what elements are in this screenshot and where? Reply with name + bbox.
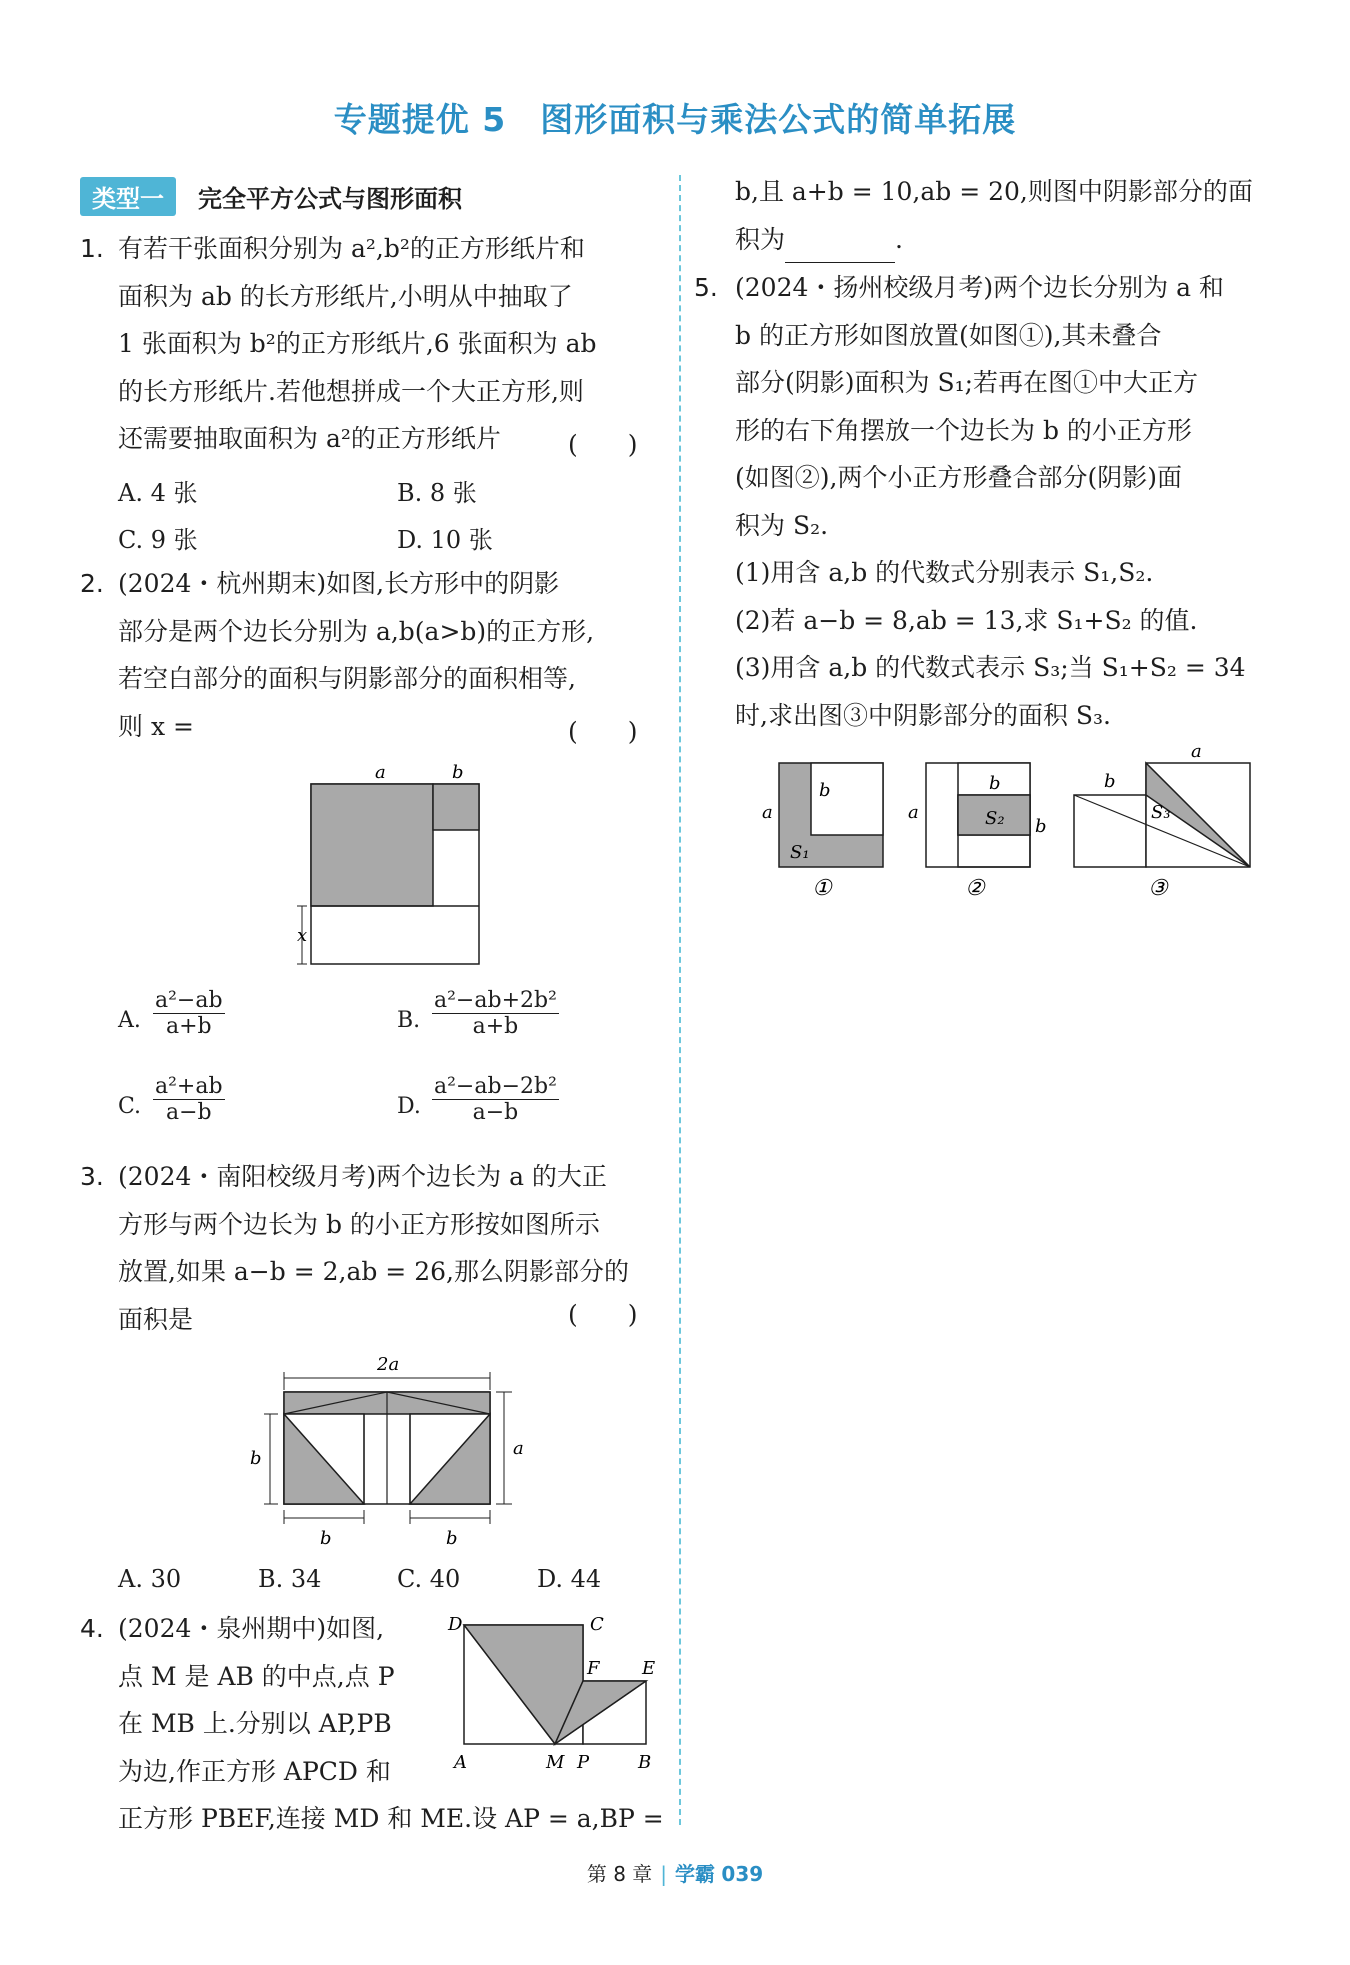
type-badge: 类型一 — [80, 177, 176, 216]
q2-option-denominator: a−b — [153, 1099, 225, 1125]
footer-page-number: 039 — [721, 1862, 764, 1886]
q3-label-b-left: b — [250, 1448, 262, 1469]
q2-option-numerator: a²−ab+2b² — [434, 988, 557, 1013]
q5-line: (2024・扬州校级月考)两个边长分别为 a 和 — [735, 273, 1224, 302]
q4-line: 正方形 PBEF,连接 MD 和 ME.设 AP = a,BP = — [118, 1804, 664, 1833]
q5-part: (1)用含 a,b 的代数式分别表示 S₁,S₂. — [735, 558, 1154, 587]
q5-part: (3)用含 a,b 的代数式表示 S₃;当 S₁+S₂ = 34 — [735, 653, 1246, 682]
q3-line: (2024・南阳校级月考)两个边长为 a 的大正 — [118, 1162, 607, 1191]
q5-line: (如图②),两个小正方形叠合部分(阴影)面 — [735, 463, 1182, 492]
q2-line: 若空白部分的面积与阴影部分的面积相等, — [118, 664, 576, 693]
q5-f3-label-s3: S₃ — [1151, 802, 1171, 823]
q2-line: 则 x = — [118, 711, 194, 741]
q1-option-c: C. 9 张 — [118, 526, 198, 554]
q4-line: 在 MB 上.分别以 AP,PB — [118, 1709, 392, 1738]
q4-line: 点 M 是 AB 的中点,点 P — [118, 1661, 395, 1691]
type-title: 完全平方公式与图形面积 — [198, 185, 462, 213]
q4-label-F: F — [587, 1658, 600, 1679]
q3-number: 3. — [80, 1162, 104, 1191]
q2-option-numerator: a²−ab — [155, 988, 223, 1013]
q5-figure-3 — [1066, 740, 1256, 900]
q1-option-d: D. 10 张 — [397, 526, 493, 554]
q1-line: 有若干张面积分别为 a²,b²的正方形纸片和 — [118, 234, 585, 263]
q4-label-M: M — [546, 1752, 565, 1773]
q5-line: 部分(阴影)面积为 S₁;若再在图①中大正方 — [735, 368, 1199, 397]
q2-line: (2024・杭州期末)如图,长方形中的阴影 — [118, 569, 560, 598]
q5-f1-label-s1: S₁ — [790, 842, 810, 863]
q3-label-b-bottom-left: b — [320, 1528, 332, 1549]
q4-label-B: B — [638, 1752, 652, 1773]
q1-option-b: B. 8 张 — [397, 479, 477, 507]
footer-separator: | — [660, 1862, 668, 1886]
q1-number: 1. — [80, 234, 104, 263]
q4-line: (2024・泉州期中)如图, — [118, 1614, 385, 1643]
q2-label-a: a — [375, 762, 386, 783]
q5-f2-label-a: a — [908, 802, 919, 823]
q5-number: 5. — [694, 273, 718, 302]
q5-f1-label-b: b — [819, 780, 831, 801]
q5-f3-caption: ③ — [1148, 876, 1168, 901]
q3-option-d: D. 44 — [537, 1565, 602, 1593]
q5-f1-caption: ① — [812, 876, 832, 901]
q2-option-denominator: a−b — [432, 1099, 559, 1125]
q3-option-a: A. 30 — [118, 1565, 182, 1593]
q4-label-D: D — [448, 1614, 463, 1635]
q4-line: 为边,作正方形 APCD 和 — [118, 1756, 391, 1786]
q1-answer-paren: ( ) — [568, 430, 638, 459]
q4-figure — [440, 1612, 670, 1772]
q5-part: (2)若 a−b = 8,ab = 13,求 S₁+S₂ 的值. — [735, 605, 1198, 635]
q3-label-a-right: a — [513, 1438, 524, 1459]
q2-label-x: x — [297, 925, 308, 946]
q5-line: 积为 S₂. — [735, 510, 829, 540]
q2-stem — [118, 560, 594, 750]
q1-line: 的长方形纸片.若他想拼成一个大正方形,则 — [118, 376, 584, 406]
page-title: 专题提优 5 图形面积与乘法公式的简单拓展 — [333, 100, 1017, 139]
q4-number: 4. — [80, 1614, 104, 1643]
q1-line: 还需要抽取面积为 a²的正方形纸片 — [118, 424, 501, 453]
q3-stem — [118, 1153, 629, 1343]
q3-figure — [250, 1352, 530, 1552]
q4-label-A: A — [454, 1752, 467, 1773]
q1-option-a: A. 4 张 — [118, 479, 198, 507]
q5-line: b 的正方形如图放置(如图①),其未叠合 — [735, 320, 1162, 350]
q5-line: 形的右下角摆放一个边长为 b 的小正方形 — [735, 415, 1192, 445]
q4-cont-line: b,且 a+b = 10,ab = 20,则图中阴影部分的面 — [735, 177, 1253, 206]
q2-line: 部分是两个边长分别为 a,b(a>b)的正方形, — [118, 616, 595, 646]
q2-option-denominator: a+b — [432, 1013, 559, 1039]
q2-option-label: C. — [118, 1094, 142, 1119]
q3-option-c: C. 40 — [397, 1565, 461, 1593]
footer-chapter: 第 8 章 — [586, 1862, 653, 1886]
q5-figure-1 — [760, 740, 890, 900]
q2-figure — [290, 760, 490, 975]
q4-answer-blank — [785, 232, 895, 263]
q2-option-numerator: a²−ab−2b² — [434, 1074, 557, 1099]
q2-option-denominator: a+b — [153, 1013, 225, 1039]
q2-option-numerator: a²+ab — [155, 1074, 223, 1099]
footer-brand: 学霸 — [675, 1862, 716, 1886]
q5-f1-label-a: a — [762, 802, 773, 823]
q3-answer-paren: ( ) — [568, 1300, 638, 1329]
q4-cont-pre: 积为 — [735, 224, 786, 254]
q1-line: 面积为 ab 的长方形纸片,小明从中抽取了 — [118, 281, 573, 311]
q5-part: 时,求出图③中阴影部分的面积 S₃. — [735, 700, 1111, 730]
q4-cont-line — [735, 216, 1253, 264]
q3-line: 面积是 — [118, 1304, 194, 1334]
q4-cont-post: . — [895, 224, 903, 254]
q5-f3-label-b: b — [1104, 771, 1116, 792]
q2-answer-paren: ( ) — [568, 717, 638, 746]
q3-line: 放置,如果 a−b = 2,ab = 26,那么阴影部分的 — [118, 1257, 629, 1286]
q2-option-label: A. — [118, 1008, 141, 1033]
q4-continuation — [735, 168, 1253, 263]
q5-f2-label-b-top: b — [989, 773, 1001, 794]
q5-f2-label-b-right: b — [1035, 816, 1047, 837]
q4-label-C: C — [590, 1614, 604, 1635]
q3-label-b-bottom-right: b — [446, 1528, 458, 1549]
q4-label-P: P — [577, 1752, 590, 1773]
q3-option-b: B. 34 — [258, 1565, 322, 1593]
q2-number: 2. — [80, 569, 104, 598]
q3-label-2a: 2a — [377, 1354, 400, 1375]
q5-f2-caption: ② — [965, 876, 985, 901]
page-footer — [0, 1858, 1350, 1887]
column-divider — [679, 175, 681, 1825]
q5-f2-label-s2: S₂ — [985, 808, 1005, 829]
q2-label-b: b — [452, 762, 464, 783]
q4-label-E: E — [642, 1658, 656, 1679]
q1-stem — [118, 225, 596, 463]
q2-option-label: D. — [397, 1094, 421, 1119]
q2-option-label: B. — [397, 1008, 421, 1033]
q5-f3-label-a: a — [1191, 741, 1202, 762]
q5-figure-2 — [905, 740, 1055, 900]
q5-stem — [735, 264, 1246, 739]
q1-line: 1 张面积为 b²的正方形纸片,6 张面积为 ab — [118, 329, 597, 358]
q3-line: 方形与两个边长为 b 的小正方形按如图所示 — [118, 1209, 600, 1239]
